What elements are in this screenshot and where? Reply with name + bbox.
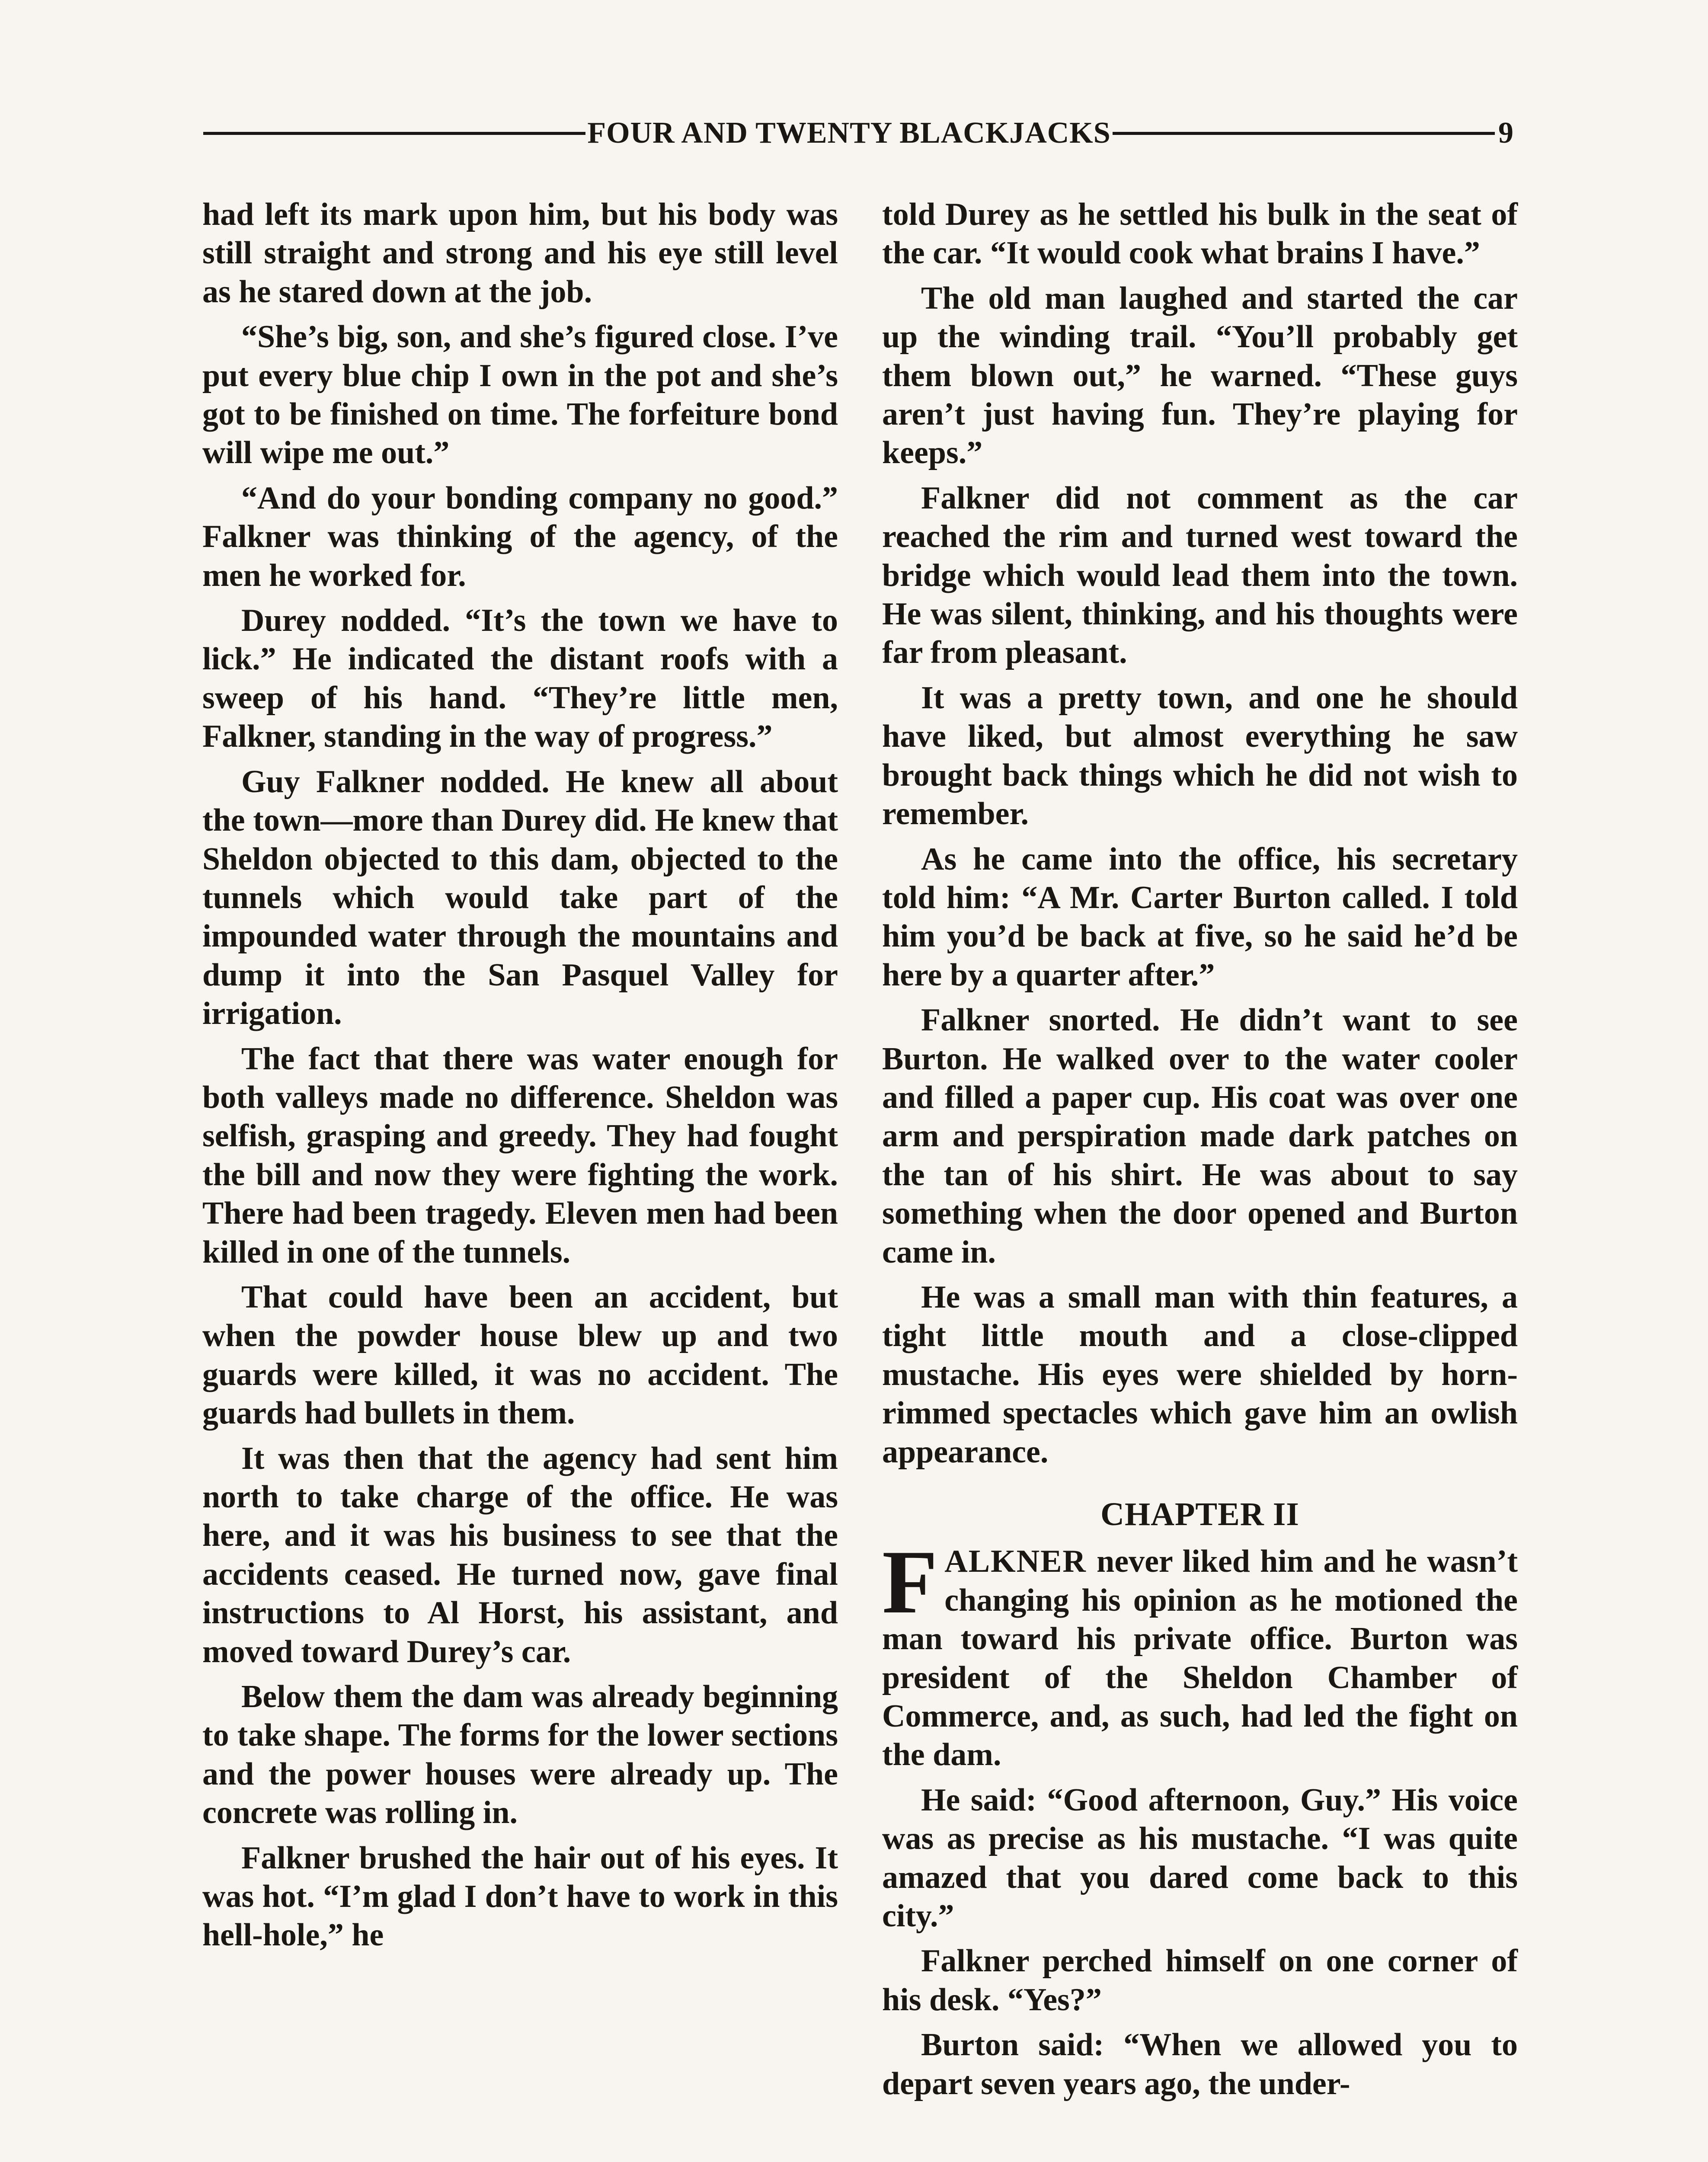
small-caps-word: ALKNER: [944, 1544, 1087, 1580]
paragraph: told Durey as he settled his bulk in the seat of the car. “It would cook what brains I have.”: [882, 197, 1518, 271]
paragraph: Burton said: “When we allowed you to depart seven years ago, the under-: [882, 2027, 1518, 2101]
paragraph: He was a small man with thin features, a tight little mouth and a close-clipped mustache. His eyes were shielded by horn-rimmed spectacles which gave him an owlish appearance.: [882, 1279, 1518, 1470]
header-rule-right: [1113, 132, 1495, 135]
running-header: [203, 112, 1513, 155]
paragraph: “She’s big, son, and she’s figured close. I’ve put every blue chip I own in the pot and she’s got to be finished on time. The forfeiture bond will wipe me out.”: [202, 319, 838, 471]
paragraph: Falkner brushed the hair out of his eyes. It was hot. “I’m glad I don’t have to work in this hell-hole,” he: [202, 1840, 838, 1953]
paragraph: Falkner snorted. He didn’t want to see Burton. He walked over to the water cooler and filled a paper cup. His coat was over one arm and perspiration made dark patches on the tan of his shirt. He was about to say something when the door opened and Burton came in.: [882, 1002, 1518, 1270]
chapter-opening-paragraph: [882, 1532, 1518, 1774]
paragraph: The fact that there was water enough for both valleys made no difference. Sheldon was selfish, grasping and greedy. They had fought the bill and now they were fighting the work. There had been tragedy. Eleven men had been killed in one of the tunnels.: [202, 1041, 838, 1270]
paragraph: The old man laughed and started the car up the winding trail. “You’ll probably get them blown out,” he warned. “These guys aren’t just having fun. They’re playing for keeps.”: [882, 280, 1518, 471]
drop-cap: F: [882, 1532, 938, 1633]
paragraph: He said: “Good afternoon, Guy.” His voice was as precise as his mustache. “I was quite amazed that you dared come back to this city.”: [882, 1782, 1518, 1934]
paragraph-text: never liked him and he wasn’t changing his opinion as he motioned the man toward his private office. Burton was president of the Sheldon Chamber of Commerce, and, as such, had led the fight on the dam.: [882, 1544, 1518, 1773]
paragraph: It was a pretty town, and one he should have liked, but almost everything he saw brought back things which he did not wish to remember.: [882, 680, 1518, 832]
page-number: 9: [1498, 116, 1514, 150]
chapter-heading: CHAPTER II: [1100, 1496, 1299, 1532]
paragraph: Below them the dam was already beginning to take shape. The forms for the lower sections and the power houses were already up. The concrete was rolling in.: [202, 1679, 838, 1831]
left-column: [202, 195, 838, 1961]
right-column: [882, 195, 1518, 2110]
paragraph: Guy Falkner nodded. He knew all about the town—more than Durey did. He knew that Sheldon objected to this dam, objected to the tunnels which would take part of the impounded water through the mountains and dump it into the San Pasquel Valley for irrigation.: [202, 764, 838, 1032]
paragraph: That could have been an accident, but when the powder house blew up and two guards were killed, it was no accident. The guards had bullets in them.: [202, 1279, 838, 1431]
paragraph: Falkner perched himself on one corner of his desk. “Yes?”: [882, 1943, 1518, 2018]
paragraph: “And do your bonding company no good.” Falkner was thinking of the agency, of the men he worked for.: [202, 480, 838, 593]
header-rule-left: [203, 132, 585, 135]
paragraph: As he came into the office, his secretary told him: “A Mr. Carter Burton called. I told him you’d be back at five, so he said he’d be here by a quarter after.”: [882, 841, 1518, 993]
paragraph: It was then that the agency had sent him north to take charge of the office. He was here, and it was his business to see that the accidents ceased. He turned now, gave final instructions to Al Horst, his assistant, and moved toward Durey’s car.: [202, 1440, 838, 1669]
paragraph: had left its mark upon him, but his body was still straight and strong and his eye still level as he stared down at the job.: [202, 197, 838, 310]
story-title: FOUR AND TWENTY BLACKJACKS: [587, 116, 1111, 150]
paragraph: Durey nodded. “It’s the town we have to lick.” He indicated the distant roofs with a sweep of his hand. “They’re little men, Falkner, standing in the way of progress.”: [202, 603, 838, 755]
paragraph: Falkner did not comment as the car reached the rim and turned west toward the bridge which would lead them into the town. He was silent, thinking, and his thoughts were far from pleasant.: [882, 480, 1518, 671]
